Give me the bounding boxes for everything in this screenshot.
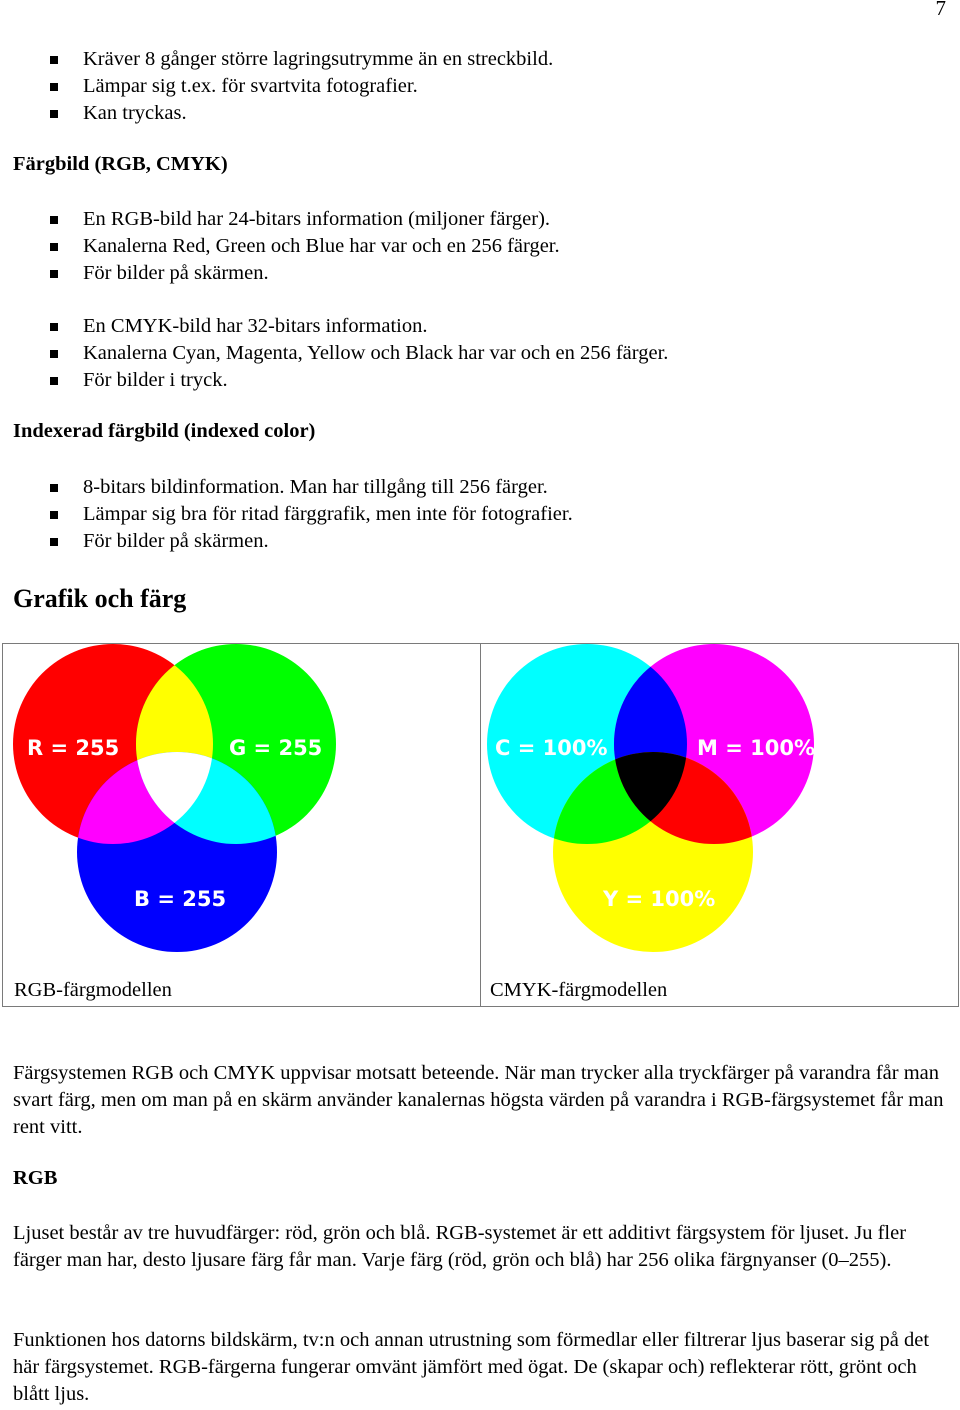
bullet-icon xyxy=(50,350,58,358)
paragraph-light-colors: Ljuset består av tre huvudfärger: röd, grön och blå. RGB-systemet är ett additivt färgsystem för ljuset. Ju fler färger man har, desto ljusare färg får man. Varje färg (röd, grön och blå) har 256 olika färgnyanser (0–255). xyxy=(13,1222,907,1271)
m-label: M = 100% xyxy=(697,736,815,760)
list-item: För bilder på skärmen. xyxy=(83,530,269,552)
list-item: För bilder på skärmen. xyxy=(83,262,269,284)
list-item: Lämpar sig bra för ritad färggrafik, men inte för fotografier. xyxy=(83,503,573,525)
bullet-icon xyxy=(50,538,58,546)
cmyk-venn-diagram xyxy=(481,644,958,964)
c-label: C = 100% xyxy=(495,736,608,760)
list-item: Kräver 8 gånger större lagringsutrymme än en streckbild. xyxy=(83,48,554,70)
list-item: En RGB-bild har 24-bitars information (miljoner färger). xyxy=(83,208,551,230)
list-item: För bilder i tryck. xyxy=(83,369,228,391)
heading-indexed-color: Indexerad färgbild (indexed color) xyxy=(13,420,316,442)
bullet-icon xyxy=(50,243,58,251)
page-number: 7 xyxy=(935,0,946,20)
rgb-caption: RGB-färgmodellen xyxy=(14,979,172,1001)
bullet-icon xyxy=(50,377,58,385)
list-item: Kanalerna Cyan, Magenta, Yellow och Black har var och en 256 färger. xyxy=(83,342,669,364)
bullet-icon xyxy=(50,484,58,492)
rgb-figure-box xyxy=(2,643,481,1007)
y-label: Y = 100% xyxy=(603,887,716,911)
cmyk-figure-box xyxy=(480,643,959,1007)
bullet-icon xyxy=(50,323,58,331)
bullet-icon xyxy=(50,216,58,224)
cmyk-caption: CMYK-färgmodellen xyxy=(490,979,668,1001)
section-title: Grafik och färg xyxy=(13,584,187,613)
bullet-icon xyxy=(50,83,58,91)
b-label: B = 255 xyxy=(134,887,227,911)
list-item: Kan tryckas. xyxy=(83,102,187,124)
paragraph-rgb-cmyk-comparison: Färgsystemen RGB och CMYK uppvisar motsatt beteende. När man trycker alla tryckfärger på varandra får man svart färg, men om man på en skärm använder kanalernas högsta värden på varandra i RGB-färgsystemet får man rent vitt. xyxy=(13,1062,944,1138)
r-label: R = 255 xyxy=(27,736,120,760)
paragraph-screen-function: Funktionen hos datorns bildskärm, tv:n och annan utrustning som förmedlar eller filtrerar ljus baserar sig på det här färgsystemet. RGB-färgerna fungerar omvänt jämfört med ögat. De (skapar och) reflekterar rött, grönt och blått ljus. xyxy=(13,1329,930,1405)
bullet-icon xyxy=(50,110,58,118)
list-item: En CMYK-bild har 32-bitars information. xyxy=(83,315,428,337)
heading-rgb: RGB xyxy=(13,1167,58,1189)
bullet-icon xyxy=(50,270,58,278)
list-item: Kanalerna Red, Green och Blue har var och en 256 färger. xyxy=(83,235,560,257)
bullet-icon xyxy=(50,56,58,64)
rgb-venn-diagram xyxy=(3,644,480,964)
list-item: 8-bitars bildinformation. Man har tillgång till 256 färger. xyxy=(83,476,548,498)
heading-color-image: Färgbild (RGB, CMYK) xyxy=(13,153,228,175)
bullet-icon xyxy=(50,511,58,519)
list-item: Lämpar sig t.ex. för svartvita fotografier. xyxy=(83,75,418,97)
g-label: G = 255 xyxy=(229,736,323,760)
